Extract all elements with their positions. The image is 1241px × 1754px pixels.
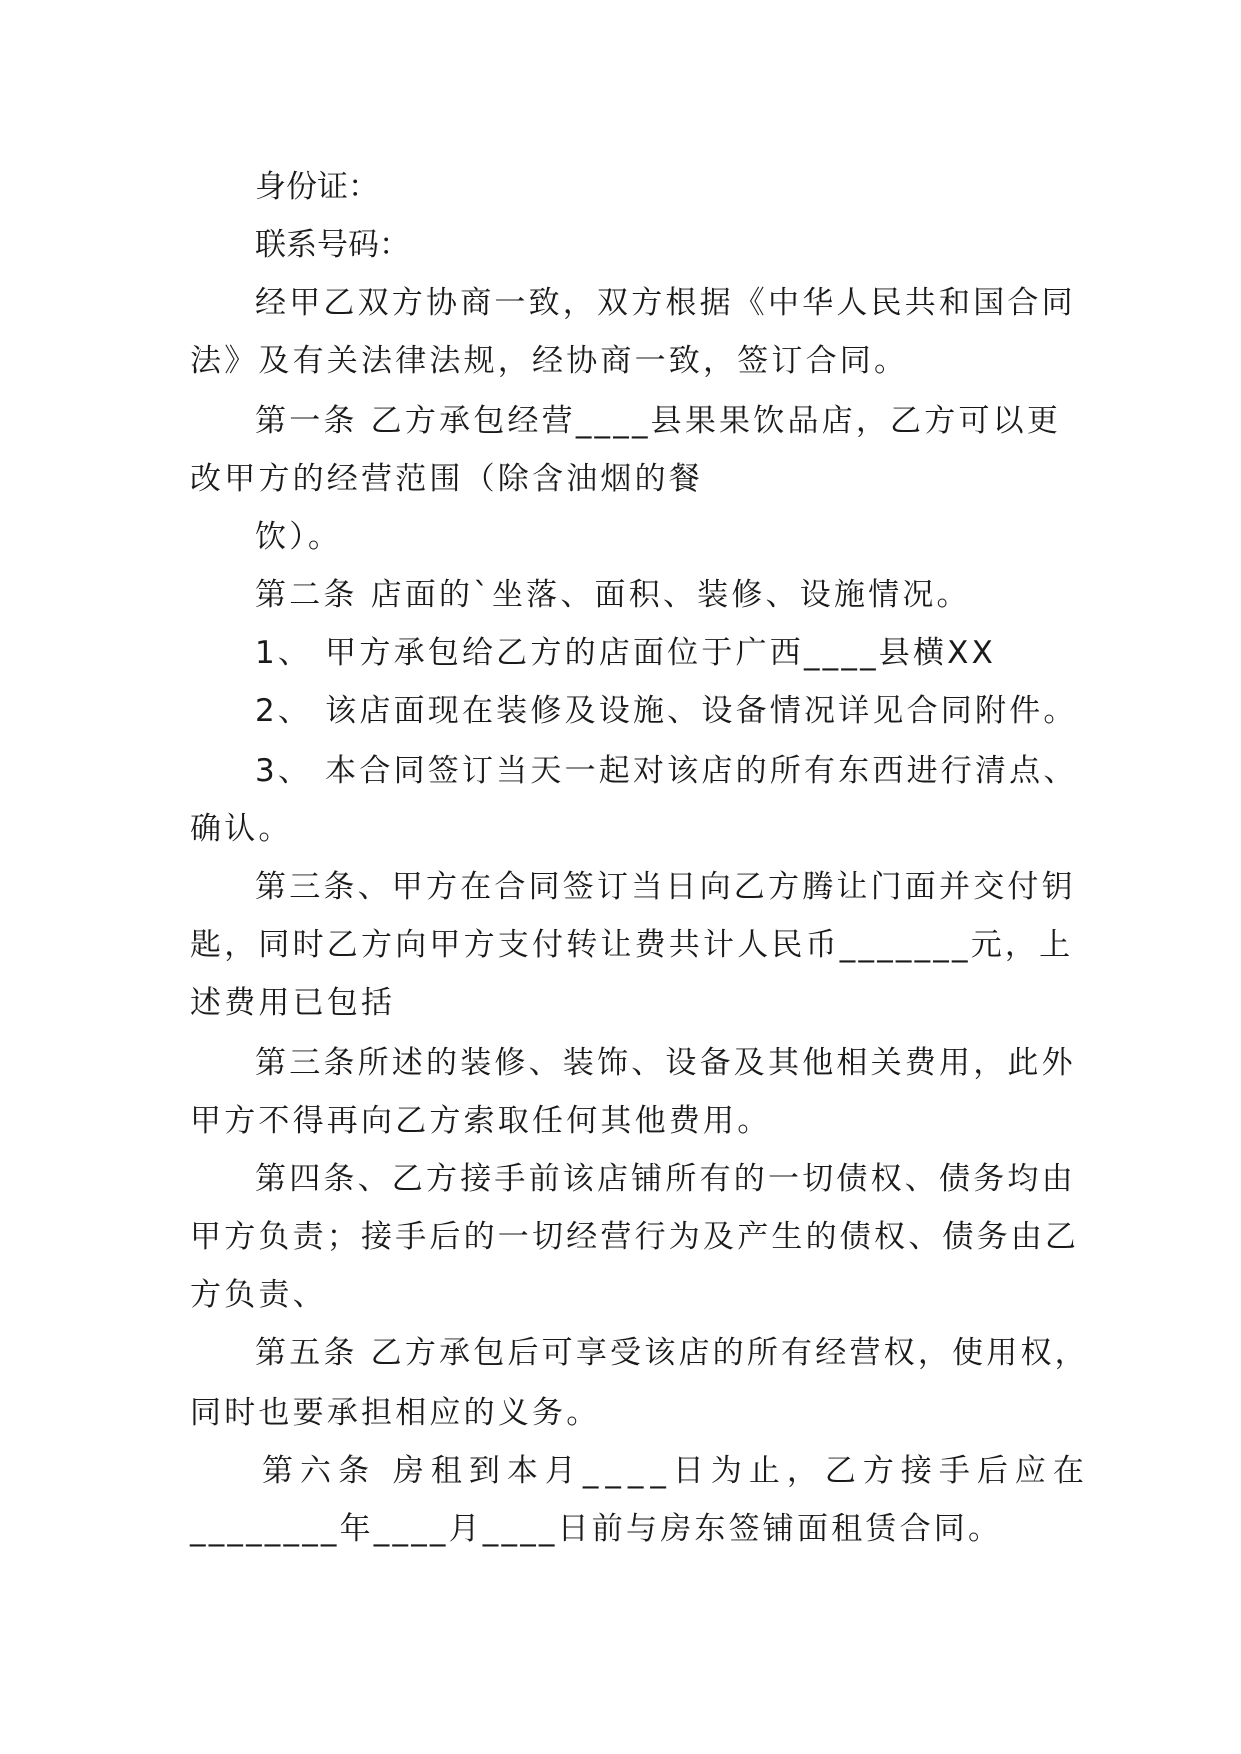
article-3b-line-2: 甲方不得再向乙方索取任何其他费用。 xyxy=(190,1103,772,1139)
article-3-line-3: 述费用已包括 xyxy=(190,985,396,1021)
article-6-line-2: ________年____月____日前与房东签铺面租赁合同。 xyxy=(190,1511,1003,1547)
id-card-label: 身份证： xyxy=(255,169,379,205)
article-1-line-3: 饮）。 xyxy=(255,519,343,555)
article-2-item-1: 1、 甲方承包给乙方的店面位于广西____县横XX xyxy=(255,635,997,671)
article-1-line-1: 第一条 乙方承包经营____县果果饮品店，乙方可以更 xyxy=(255,403,1062,439)
preamble-line-1: 经甲乙双方协商一致，双方根据《中华人民共和国合同 xyxy=(255,285,1076,321)
article-4-line-1: 第四条、乙方接手前该店铺所有的一切债权、债务均由 xyxy=(255,1161,1076,1197)
article-2-item-2: 2、 该店面现在装修及设施、设备情况详见合同附件。 xyxy=(255,693,1078,729)
article-5-line-2: 同时也要承担相应的义务。 xyxy=(190,1395,601,1431)
preamble-line-2: 法》及有关法律法规，经协商一致，签订合同。 xyxy=(190,343,909,379)
article-2-item-3-line-1: 3、 本合同签订当天一起对该店的所有东西进行清点、 xyxy=(255,753,1078,789)
article-5-line-1: 第五条 乙方承包后可享受该店的所有经营权，使用权， xyxy=(255,1335,1089,1371)
contact-number-label: 联系号码： xyxy=(255,227,410,263)
article-2-item-3-line-2: 确认。 xyxy=(190,811,293,847)
article-2-heading: 第二条 店面的`坐落、面积、装修、设施情况。 xyxy=(255,577,971,613)
article-1-line-2: 改甲方的经营范围（除含油烟的餐 xyxy=(190,461,703,497)
article-6-line-1: 第六条 房租到本月____日为止，乙方接手后应在 xyxy=(262,1453,1091,1489)
article-3b-line-1: 第三条所述的装修、装饰、设备及其他相关费用，此外 xyxy=(255,1045,1076,1081)
article-3-line-2: 匙，同时乙方向甲方支付转让费共计人民币_______元，上 xyxy=(190,927,1074,963)
article-3-line-1: 第三条、甲方在合同签订当日向乙方腾让门面并交付钥 xyxy=(255,869,1076,905)
article-4-line-2: 甲方负责；接手后的一切经营行为及产生的债权、债务由乙 xyxy=(190,1219,1080,1255)
article-4-line-3: 方负责、 xyxy=(190,1277,327,1313)
